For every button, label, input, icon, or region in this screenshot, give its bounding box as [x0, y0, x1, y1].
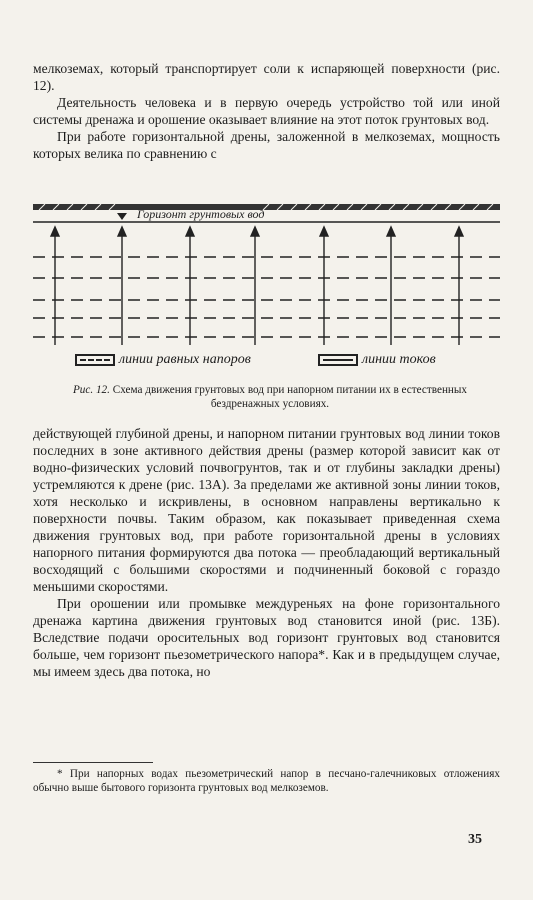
paragraph-3: При работе горизонтальной дрены, заложенной в мелкоземах, мощность которых велика по сравнению с: [33, 129, 500, 161]
figure-caption: [60, 383, 480, 411]
legend-flow: [318, 352, 436, 368]
figure-12: [33, 200, 500, 350]
groundwater-label: Горизонт грунтовых вод: [137, 207, 265, 221]
dashed-swatch-icon: [75, 354, 115, 366]
main-text: [33, 425, 500, 680]
water-level-marker: [117, 213, 127, 220]
legend-equal-head: [75, 352, 251, 368]
paragraph-5: При орошении или промывке междуреньях на фоне горизонтального дренажа картина движения грунтовых вод становится иной (рис. 13Б). Вследствие подачи оросительных вод горизонт грунтовых вод становится больше, чем горизонт пьезометрического напора*. Как и в предыдущем случае, мы имеем здесь два потока, но: [33, 596, 500, 679]
footnote: [33, 768, 500, 795]
footnote-rule: [33, 762, 153, 763]
paragraph-2: Деятельность человека и в первую очередь устройство той или иной системы дренажа и орошение оказывает влияние на этот поток грунтовых вод.: [33, 95, 500, 127]
legend-equal-head-label: линии равных напоров: [119, 352, 251, 367]
footnote-text: * При напорных водах пьезометрический напор в песчано-галечниковых отложениях обычно выше бытового горизонта грунтовых вод мелкоземов.: [33, 768, 500, 794]
top-text: [33, 60, 500, 162]
page-number: 35: [468, 832, 482, 847]
paragraph-1: мелкоземах, который транспортирует соли к испаряющей поверхности (рис. 12).: [33, 61, 500, 93]
flow-lines: [51, 227, 463, 345]
equal-head-lines: [33, 257, 500, 337]
caption-text: Схема движения грунтовых вод при напорном питании их в естественных бездренажных условиях.: [112, 384, 468, 410]
figure-legend: [33, 352, 500, 370]
paragraph-4: действующей глубиной дрены, и напорном питании грунтовых вод линии токов последних в зоне активного действия дрены (размер которой зависит как от водно-физических условий почвогрунтов, так и от глубины закладки дрены) устремляются к дрене (рис. 13А). За пределами же активной зоны линии токов, хотя несколько и искривлены, в основном направлены вертикально к поверхности почвы. Таким образом, как показывает приведенная схема движения грунтовых вод, при работе горизонтальной дрены в условиях напорного питания формируются два потока — преобладающий вертикальный восходящий с большими скоростями и подчиненный боковой с гораздо меньшими скоростями.: [33, 426, 500, 594]
solid-swatch-icon: [318, 354, 358, 366]
legend-flow-label: линии токов: [362, 352, 436, 367]
flow-diagram: [33, 200, 500, 350]
caption-figure-label: Рис. 12.: [72, 384, 110, 396]
